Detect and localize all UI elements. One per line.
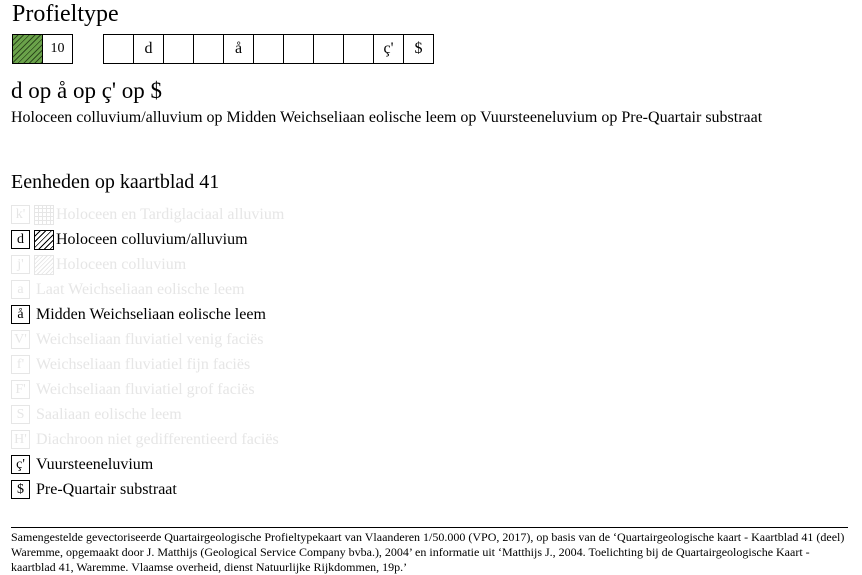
legend-label: Pre-Quartair substraat <box>36 480 177 498</box>
legend-item <box>11 402 284 427</box>
legend-label: Weichseliaan fluviatiel fijn faciës <box>36 355 251 373</box>
legend-label: Midden Weichseliaan eolische leem <box>36 305 266 323</box>
legend-code: j' <box>11 255 30 274</box>
page-title: Profieltype <box>12 1 119 27</box>
legend-code: f' <box>11 355 30 374</box>
legend-label: Weichseliaan fluviatiel grof faciës <box>36 380 255 398</box>
legend-code: H' <box>11 430 30 449</box>
profile-cell <box>344 34 374 64</box>
legend-label: Holoceen colluvium <box>56 255 187 273</box>
profile-cell: ç' <box>374 34 404 64</box>
legend-code: a <box>11 280 30 299</box>
profile-color-swatch <box>12 34 43 64</box>
legend-label: Laat Weichseliaan eolische leem <box>36 280 245 298</box>
legend-item <box>11 227 284 252</box>
legend-code: V' <box>11 330 30 349</box>
units-list <box>11 202 284 502</box>
legend-code: d <box>11 230 30 249</box>
legend-code: k' <box>11 205 30 224</box>
legend-label: Saaliaan eolische leem <box>36 405 182 423</box>
legend-code: F' <box>11 380 30 399</box>
legend-item <box>11 327 284 352</box>
profile-sequence <box>103 34 434 64</box>
profile-cell: $ <box>404 34 434 64</box>
profile-formula: d op å op ç' op $ <box>11 78 163 103</box>
profile-cell: å <box>224 34 254 64</box>
legend-label: Holoceen colluvium/alluvium <box>56 230 248 248</box>
legend-label: Weichseliaan fluviatiel venig faciës <box>36 330 264 348</box>
legend-code: S <box>11 405 30 424</box>
profile-description: Holoceen colluvium/alluvium op Midden Weichseliaan eolische leem op Vuursteeneluvium op Pre-Quartair substraat <box>11 109 763 126</box>
legend-item <box>11 277 284 302</box>
legend-item <box>11 452 284 477</box>
legend-pattern-swatch <box>34 205 54 225</box>
legend-pattern-swatch <box>34 255 54 275</box>
legend-item <box>11 202 284 227</box>
legend-item <box>11 352 284 377</box>
footer-divider <box>11 527 848 528</box>
legend-label: Diachroon niet gedifferentieerd faciës <box>36 430 279 448</box>
profile-cell <box>164 34 194 64</box>
source-footer: Samengestelde gevectoriseerde Quartairgeologische Profieltypekaart van Vlaanderen 1/50.000 (VPO, 2017), op basis van de ‘Quartairgeologische kaart - Kaartblad 41 (deel) Waremme, opgemaakt door J. Matthijs (Geological Service Company bvba.), 2004’ en informatie uit ‘Matthijs J., 2004. Toelichting bij de Quartairgeologische Kaart - kaartblad 41, Waremme. Vlaamse overheid, dienst Natuurlijke Rijkdommen, 19p.’ <box>11 530 845 574</box>
units-heading: Eenheden op kaartblad 41 <box>11 171 220 193</box>
profile-cell <box>254 34 284 64</box>
legend-item <box>11 252 284 277</box>
legend-code: å <box>11 305 30 324</box>
profile-cell <box>194 34 224 64</box>
profile-cell <box>284 34 314 64</box>
legend-item <box>11 477 284 502</box>
profile-cell <box>314 34 344 64</box>
profile-number: 10 <box>43 34 73 64</box>
profile-cell <box>103 34 134 64</box>
legend-code: ç' <box>11 455 30 474</box>
profile-strip <box>12 34 434 64</box>
legend-item <box>11 302 284 327</box>
legend-pattern-swatch <box>34 230 54 250</box>
legend-label: Vuursteeneluvium <box>36 455 154 473</box>
profile-strip-gap <box>73 34 103 64</box>
legend-item <box>11 377 284 402</box>
profile-cell: d <box>134 34 164 64</box>
legend-code: $ <box>11 480 30 499</box>
legend-label: Holoceen en Tardiglaciaal alluvium <box>56 205 285 223</box>
legend-item <box>11 427 284 452</box>
